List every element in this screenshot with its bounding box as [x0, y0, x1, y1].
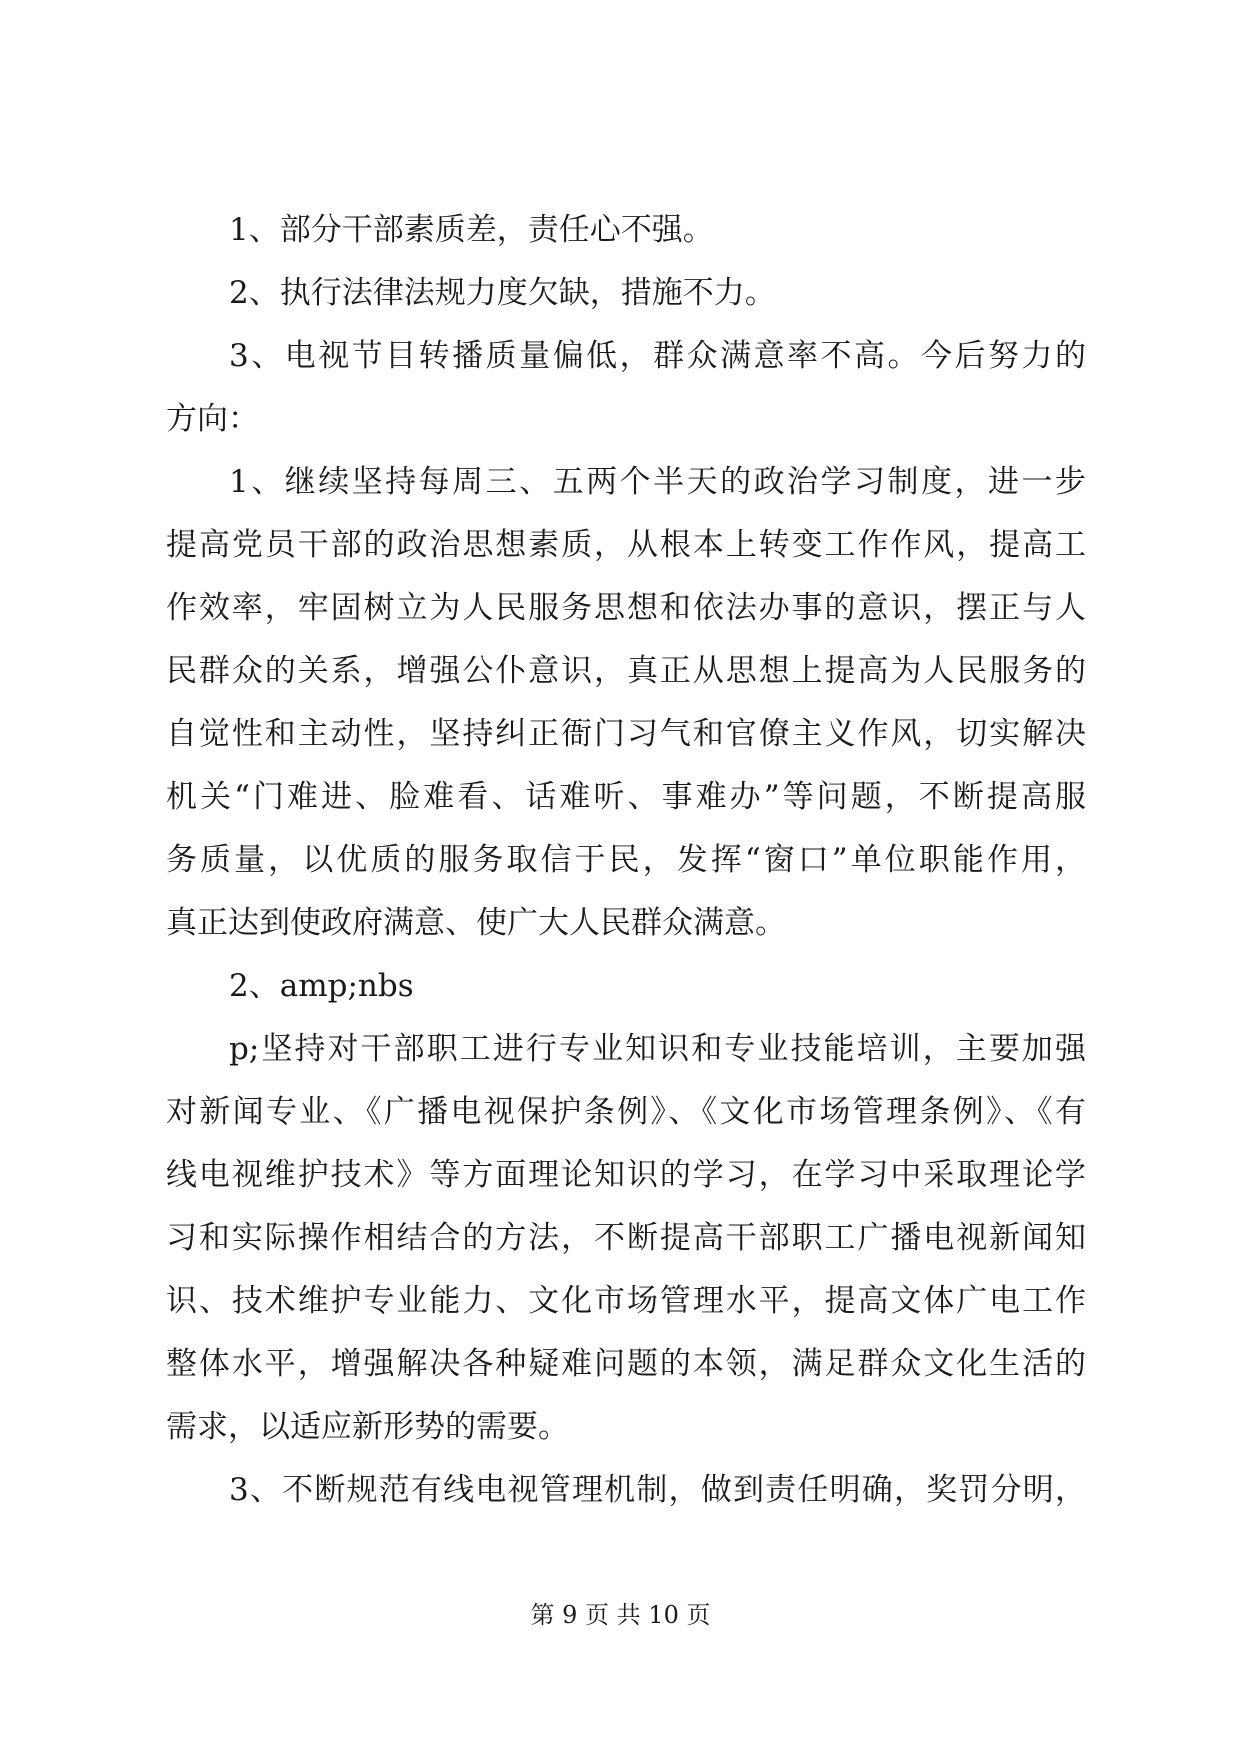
text-line-16: 线电视维护技术》等方面理论知识的学习，在学习中采取理论学	[166, 1157, 1086, 1193]
text-line-1: 1、部分干部素质差，责任心不强。	[229, 212, 714, 248]
page-number-footer: 第 9 页 共 10 页	[530, 1601, 711, 1629]
text-line-9: 自觉性和主动性，坚持纠正衙门习气和官僚主义作风，切实解决	[166, 716, 1086, 752]
text-line-10: 机关“门难进、脸难看、话难听、事难办”等问题，不断提高服	[166, 779, 1086, 815]
text-line-14: p;坚持对干部职工进行专业知识和专业技能培训，主要加强	[229, 1031, 1086, 1067]
text-line-5: 1、继续坚持每周三、五两个半天的政治学习制度，进一步	[229, 464, 1086, 500]
text-line-17: 习和实际操作相结合的方法，不断提高干部职工广播电视新闻知	[166, 1220, 1086, 1256]
text-line-21: 3、不断规范有线电视管理机制，做到责任明确，奖罚分明，	[229, 1472, 1086, 1508]
text-line-15: 对新闻专业、《广播电视保护条例》、《文化市场管理条例》、《有	[166, 1094, 1086, 1130]
text-line-19: 整体水平，增强解决各种疑难问题的本领，满足群众文化生活的	[166, 1346, 1086, 1382]
text-line-20: 需求，以适应新形势的需要。	[166, 1409, 569, 1445]
text-line-18: 识、技术维护专业能力、文化市场管理水平，提高文体广电工作	[166, 1283, 1086, 1319]
text-line-7: 作效率，牢固树立为人民服务思想和依法办事的意识，摆正与人	[166, 590, 1086, 626]
text-line-3: 3、电视节目转播质量偏低，群众满意率不高。今后努力的	[229, 338, 1086, 374]
text-line-4: 方向：	[166, 401, 259, 437]
text-line-2: 2、执行法律法规力度欠缺，措施不力。	[229, 275, 776, 311]
text-line-11: 务质量，以优质的服务取信于民，发挥“窗口”单位职能作用，	[166, 842, 1086, 878]
text-line-8: 民群众的关系，增强公仆意识，真正从思想上提高为人民服务的	[166, 653, 1086, 689]
text-line-13: 2、amp;nbs	[229, 968, 414, 1004]
text-line-6: 提高党员干部的政治思想素质，从根本上转变工作作风，提高工	[166, 527, 1086, 563]
text-line-12: 真正达到使政府满意、使广大人民群众满意。	[166, 905, 786, 941]
